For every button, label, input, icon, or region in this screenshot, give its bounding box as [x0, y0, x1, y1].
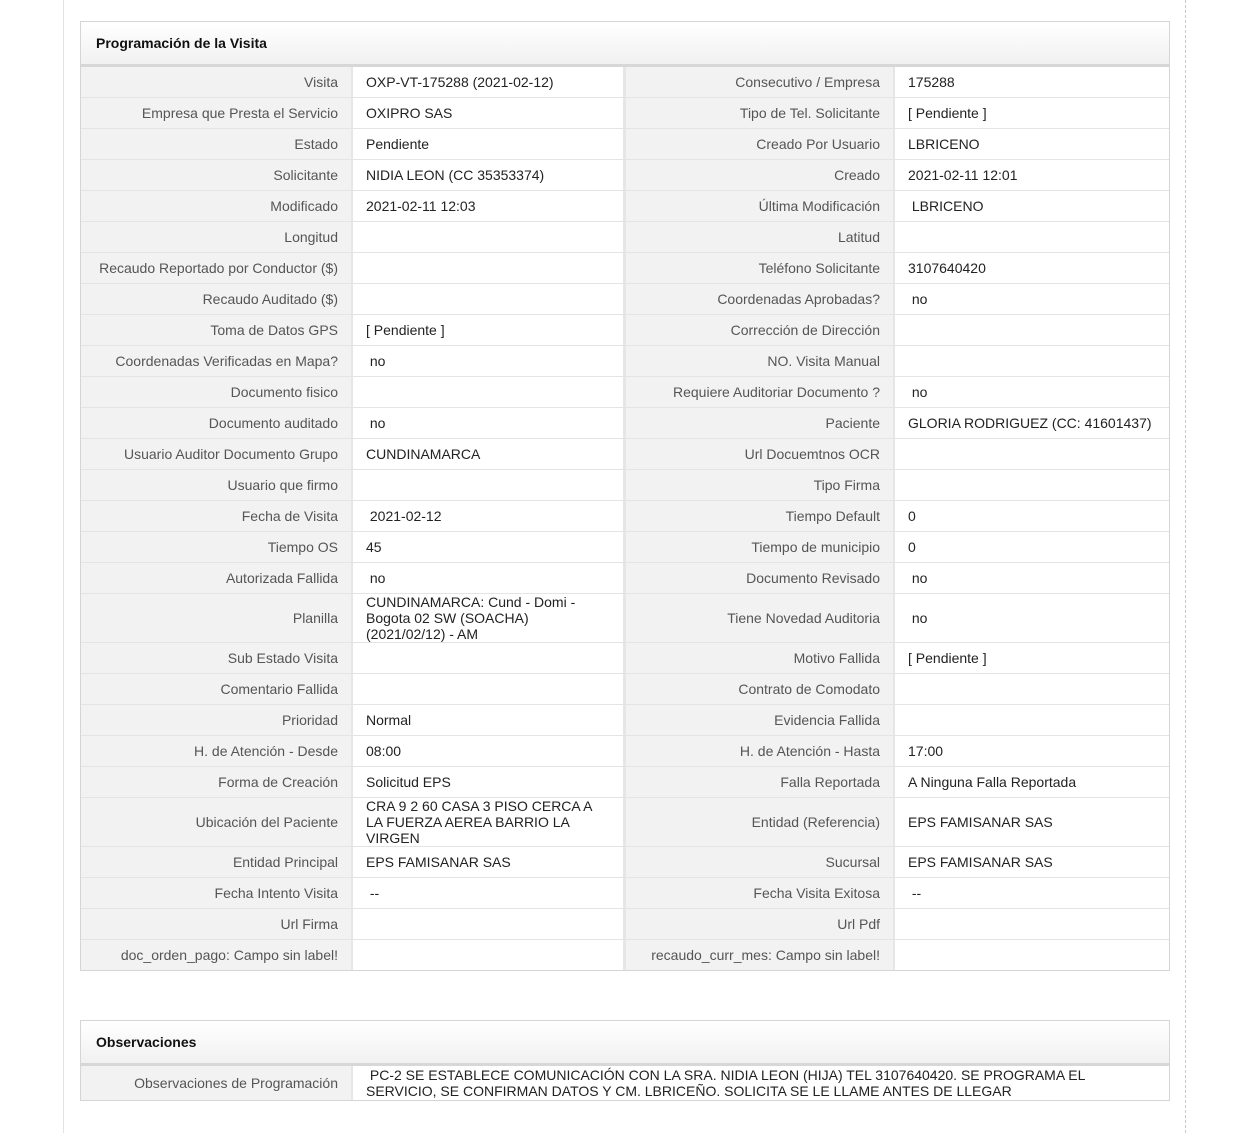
field-value: NIDIA LEON (CC 35353374) — [351, 160, 623, 190]
field-value — [351, 940, 623, 970]
observaciones-row — [81, 1066, 1169, 1100]
table-row — [81, 532, 1169, 563]
field-label: Falla Reportada — [623, 767, 893, 797]
field-label: Teléfono Solicitante — [623, 253, 893, 283]
field-value: LBRICENO — [893, 191, 1165, 221]
field-label: Tiene Novedad Auditoria — [623, 594, 893, 642]
field-label: Corrección de Dirección — [623, 315, 893, 345]
field-label: Url Firma — [81, 909, 351, 939]
field-label: Consecutivo / Empresa — [623, 67, 893, 97]
field-value — [893, 674, 1165, 704]
field-label: Entidad Principal — [81, 847, 351, 877]
observaciones-title: Observaciones — [81, 1021, 1169, 1066]
field-value: LBRICENO — [893, 129, 1165, 159]
field-label: Solicitante — [81, 160, 351, 190]
field-value — [351, 284, 623, 314]
table-row — [81, 222, 1169, 253]
left-border — [63, 0, 64, 1133]
field-label: Paciente — [623, 408, 893, 438]
field-value: [ Pendiente ] — [893, 643, 1165, 673]
field-value: A Ninguna Falla Reportada — [893, 767, 1165, 797]
field-value: OXIPRO SAS — [351, 98, 623, 128]
field-label: Recaudo Reportado por Conductor ($) — [81, 253, 351, 283]
field-label: Usuario Auditor Documento Grupo — [81, 439, 351, 469]
field-label: Contrato de Comodato — [623, 674, 893, 704]
observaciones-value: PC-2 SE ESTABLECE COMUNICACIÓN CON LA SRA. NIDIA LEON (HIJA) TEL 3107640420. SE PROGRAMA EL SERVICIO, SE CONFIRMAN DATOS Y CM. LBRICEÑO. SOLICITA SE LE LLAME ANTES DE LLEGAR — [351, 1066, 1167, 1100]
field-value: 17:00 — [893, 736, 1165, 766]
field-label: Fecha Visita Exitosa — [623, 878, 893, 908]
programacion-table — [81, 67, 1169, 970]
field-value: no — [893, 594, 1165, 642]
field-value — [893, 346, 1165, 376]
field-label: Latitud — [623, 222, 893, 252]
field-value — [893, 909, 1165, 939]
table-row — [81, 674, 1169, 705]
field-label: H. de Atención - Hasta — [623, 736, 893, 766]
field-label: Autorizada Fallida — [81, 563, 351, 593]
table-row — [81, 798, 1169, 847]
field-value: EPS FAMISANAR SAS — [893, 847, 1165, 877]
field-value — [351, 909, 623, 939]
field-label: Fecha Intento Visita — [81, 878, 351, 908]
field-value — [893, 940, 1165, 970]
field-label: Evidencia Fallida — [623, 705, 893, 735]
field-label: Tipo Firma — [623, 470, 893, 500]
field-label: Ubicación del Paciente — [81, 798, 351, 846]
field-label: Creado Por Usuario — [623, 129, 893, 159]
field-value: CUNDINAMARCA: Cund - Domi - Bogota 02 SW (SOACHA) (2021/02/12) - AM — [351, 594, 623, 642]
table-row — [81, 563, 1169, 594]
table-row — [81, 439, 1169, 470]
field-label: Usuario que firmo — [81, 470, 351, 500]
field-value: GLORIA RODRIGUEZ (CC: 41601437) — [893, 408, 1165, 438]
field-label: Coordenadas Aprobadas? — [623, 284, 893, 314]
field-value: [ Pendiente ] — [351, 315, 623, 345]
field-value: [ Pendiente ] — [893, 98, 1165, 128]
field-label: Tiempo OS — [81, 532, 351, 562]
table-row — [81, 501, 1169, 532]
field-value: 45 — [351, 532, 623, 562]
table-row — [81, 594, 1169, 643]
field-label: Fecha de Visita — [81, 501, 351, 531]
table-row — [81, 940, 1169, 970]
field-label: Tipo de Tel. Solicitante — [623, 98, 893, 128]
field-label: Entidad (Referencia) — [623, 798, 893, 846]
field-value — [893, 315, 1165, 345]
field-value: EPS FAMISANAR SAS — [351, 847, 623, 877]
field-value: CRA 9 2 60 CASA 3 PISO CERCA A LA FUERZA AEREA BARRIO LA VIRGEN — [351, 798, 623, 846]
table-row — [81, 160, 1169, 191]
field-label: recaudo_curr_mes: Campo sin label! — [623, 940, 893, 970]
field-label: Requiere Auditoriar Documento ? — [623, 377, 893, 407]
field-value: 0 — [893, 501, 1165, 531]
field-label: Forma de Creación — [81, 767, 351, 797]
table-row — [81, 315, 1169, 346]
field-value — [351, 643, 623, 673]
table-row — [81, 377, 1169, 408]
field-label: Toma de Datos GPS — [81, 315, 351, 345]
field-value — [351, 253, 623, 283]
right-dashed-border — [1185, 0, 1186, 1133]
field-value — [893, 439, 1165, 469]
field-label: Modificado — [81, 191, 351, 221]
field-value — [351, 222, 623, 252]
table-row — [81, 878, 1169, 909]
field-value — [893, 222, 1165, 252]
field-label: Url Docuemtnos OCR — [623, 439, 893, 469]
field-value: no — [351, 408, 623, 438]
field-value: Normal — [351, 705, 623, 735]
field-label: Sucursal — [623, 847, 893, 877]
field-value: CUNDINAMARCA — [351, 439, 623, 469]
field-label: Longitud — [81, 222, 351, 252]
field-value — [351, 377, 623, 407]
programacion-panel — [80, 21, 1170, 971]
field-value — [893, 470, 1165, 500]
field-value: 2021-02-11 12:03 — [351, 191, 623, 221]
field-value — [893, 705, 1165, 735]
field-value: 175288 — [893, 67, 1165, 97]
field-value: Pendiente — [351, 129, 623, 159]
table-row — [81, 643, 1169, 674]
field-value: 2021-02-12 — [351, 501, 623, 531]
table-row — [81, 408, 1169, 439]
field-label: Prioridad — [81, 705, 351, 735]
field-label: Url Pdf — [623, 909, 893, 939]
field-label: Sub Estado Visita — [81, 643, 351, 673]
field-label: Empresa que Presta el Servicio — [81, 98, 351, 128]
field-label: Planilla — [81, 594, 351, 642]
field-value: -- — [351, 878, 623, 908]
table-row — [81, 705, 1169, 736]
field-value: 2021-02-11 12:01 — [893, 160, 1165, 190]
table-row — [81, 253, 1169, 284]
field-value: no — [893, 563, 1165, 593]
field-value: 3107640420 — [893, 253, 1165, 283]
field-value: -- — [893, 878, 1165, 908]
field-label: Documento Revisado — [623, 563, 893, 593]
programacion-title: Programación de la Visita — [81, 22, 1169, 67]
table-row — [81, 470, 1169, 501]
field-label: Visita — [81, 67, 351, 97]
table-row — [81, 67, 1169, 98]
field-label: Coordenadas Verificadas en Mapa? — [81, 346, 351, 376]
field-value — [351, 674, 623, 704]
table-row — [81, 909, 1169, 940]
field-value: OXP-VT-175288 (2021-02-12) — [351, 67, 623, 97]
field-label: Motivo Fallida — [623, 643, 893, 673]
field-value: Solicitud EPS — [351, 767, 623, 797]
table-row — [81, 847, 1169, 878]
field-label: Creado — [623, 160, 893, 190]
field-value: no — [893, 284, 1165, 314]
field-value: EPS FAMISANAR SAS — [893, 798, 1165, 846]
field-value: 0 — [893, 532, 1165, 562]
field-label: Documento auditado — [81, 408, 351, 438]
table-row — [81, 346, 1169, 377]
field-label: NO. Visita Manual — [623, 346, 893, 376]
observaciones-label: Observaciones de Programación — [81, 1066, 351, 1100]
field-value — [351, 470, 623, 500]
field-value: no — [351, 563, 623, 593]
table-row — [81, 767, 1169, 798]
field-label: Comentario Fallida — [81, 674, 351, 704]
table-row — [81, 736, 1169, 767]
field-value: 08:00 — [351, 736, 623, 766]
field-label: Tiempo de municipio — [623, 532, 893, 562]
table-row — [81, 191, 1169, 222]
field-label: Estado — [81, 129, 351, 159]
table-row — [81, 129, 1169, 160]
field-label: Tiempo Default — [623, 501, 893, 531]
table-row — [81, 98, 1169, 129]
observaciones-panel — [80, 1020, 1170, 1101]
field-label: H. de Atención - Desde — [81, 736, 351, 766]
field-value: no — [893, 377, 1165, 407]
field-label: Recaudo Auditado ($) — [81, 284, 351, 314]
field-label: doc_orden_pago: Campo sin label! — [81, 940, 351, 970]
field-label: Documento fisico — [81, 377, 351, 407]
field-value: no — [351, 346, 623, 376]
field-label: Última Modificación — [623, 191, 893, 221]
table-row — [81, 284, 1169, 315]
